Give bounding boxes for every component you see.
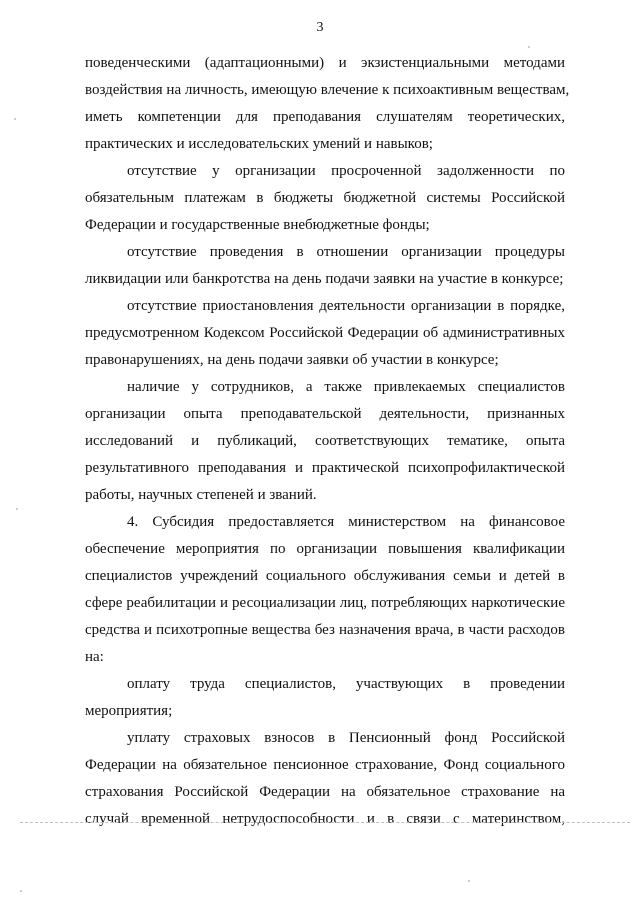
text-line: 4. Субсидия предоставляется министерством на финансовое (127, 514, 565, 530)
scan-speck (20, 890, 22, 892)
page-number: 3 (316, 20, 324, 35)
text-line: страхования Российской Федерации на обязательное страхование на (85, 784, 565, 800)
scan-speck (468, 880, 470, 882)
text-line: правонарушениях, на день подачи заявки об участии в конкурсе; (85, 352, 499, 368)
text-line: мероприятия; (85, 703, 173, 719)
text-line: отсутствие проведения в отношении организации процедуры (127, 244, 565, 260)
text-line: средства и психотропные вещества без назначения врача, в части расходов (85, 622, 565, 638)
scan-artifact-line (20, 822, 630, 823)
text-line: практических и исследовательских умений и навыков; (85, 136, 433, 152)
text-line: результативного преподавания и практической психопрофилактической (85, 460, 565, 476)
text-line: случай временной нетрудоспособности и в связи с материнством, (85, 811, 565, 827)
document-body (85, 50, 570, 833)
text-line: иметь компетенции для преподавания слушателям теоретических, (85, 109, 565, 125)
text-line: обязательным платежам в бюджеты бюджетной системы Российской (85, 190, 565, 206)
text-line: организации опыта преподавательской деятельности, признанных (85, 406, 565, 422)
text-line: сфере реабилитации и ресоциализации лиц, потребляющих наркотические (85, 595, 565, 611)
text-line: предусмотренном Кодексом Российской Федерации об административных (85, 325, 565, 341)
text-line: поведенческими (адаптационными) и экзистенциальными методами (85, 55, 565, 71)
text-line: работы, научных степеней и званий. (85, 487, 317, 503)
text-line: на: (85, 649, 104, 665)
text-line: исследований и публикаций, соответствующих тематике, опыта (85, 433, 565, 449)
text-line: наличие у сотрудников, а также привлекаемых специалистов (127, 379, 565, 395)
text-line: уплату страховых взносов в Пенсионный фонд Российской (127, 730, 565, 746)
text-line: Федерации на обязательное пенсионное страхование, Фонд социального (85, 757, 565, 773)
text-line: ликвидации или банкротства на день подачи заявки на участие в конкурсе; (85, 271, 564, 287)
text-line: специалистов учреждений социального обслуживания семьи и детей в (85, 568, 565, 584)
text-line: оплату труда специалистов, участвующих в проведении (127, 676, 565, 692)
text-line: обеспечение мероприятия по организации повышения квалификации (85, 541, 565, 557)
scan-speck (14, 118, 16, 120)
text-line: воздействия на личность, имеющую влечение к психоактивным веществам, (85, 82, 570, 98)
scan-speck (528, 46, 530, 48)
text-line: отсутствие у организации просроченной задолженности по (127, 163, 565, 179)
scan-speck (16, 508, 18, 510)
text-line: отсутствие приостановления деятельности организации в порядке, (127, 298, 565, 314)
text-line: Федерации и государственные внебюджетные фонды; (85, 217, 430, 233)
